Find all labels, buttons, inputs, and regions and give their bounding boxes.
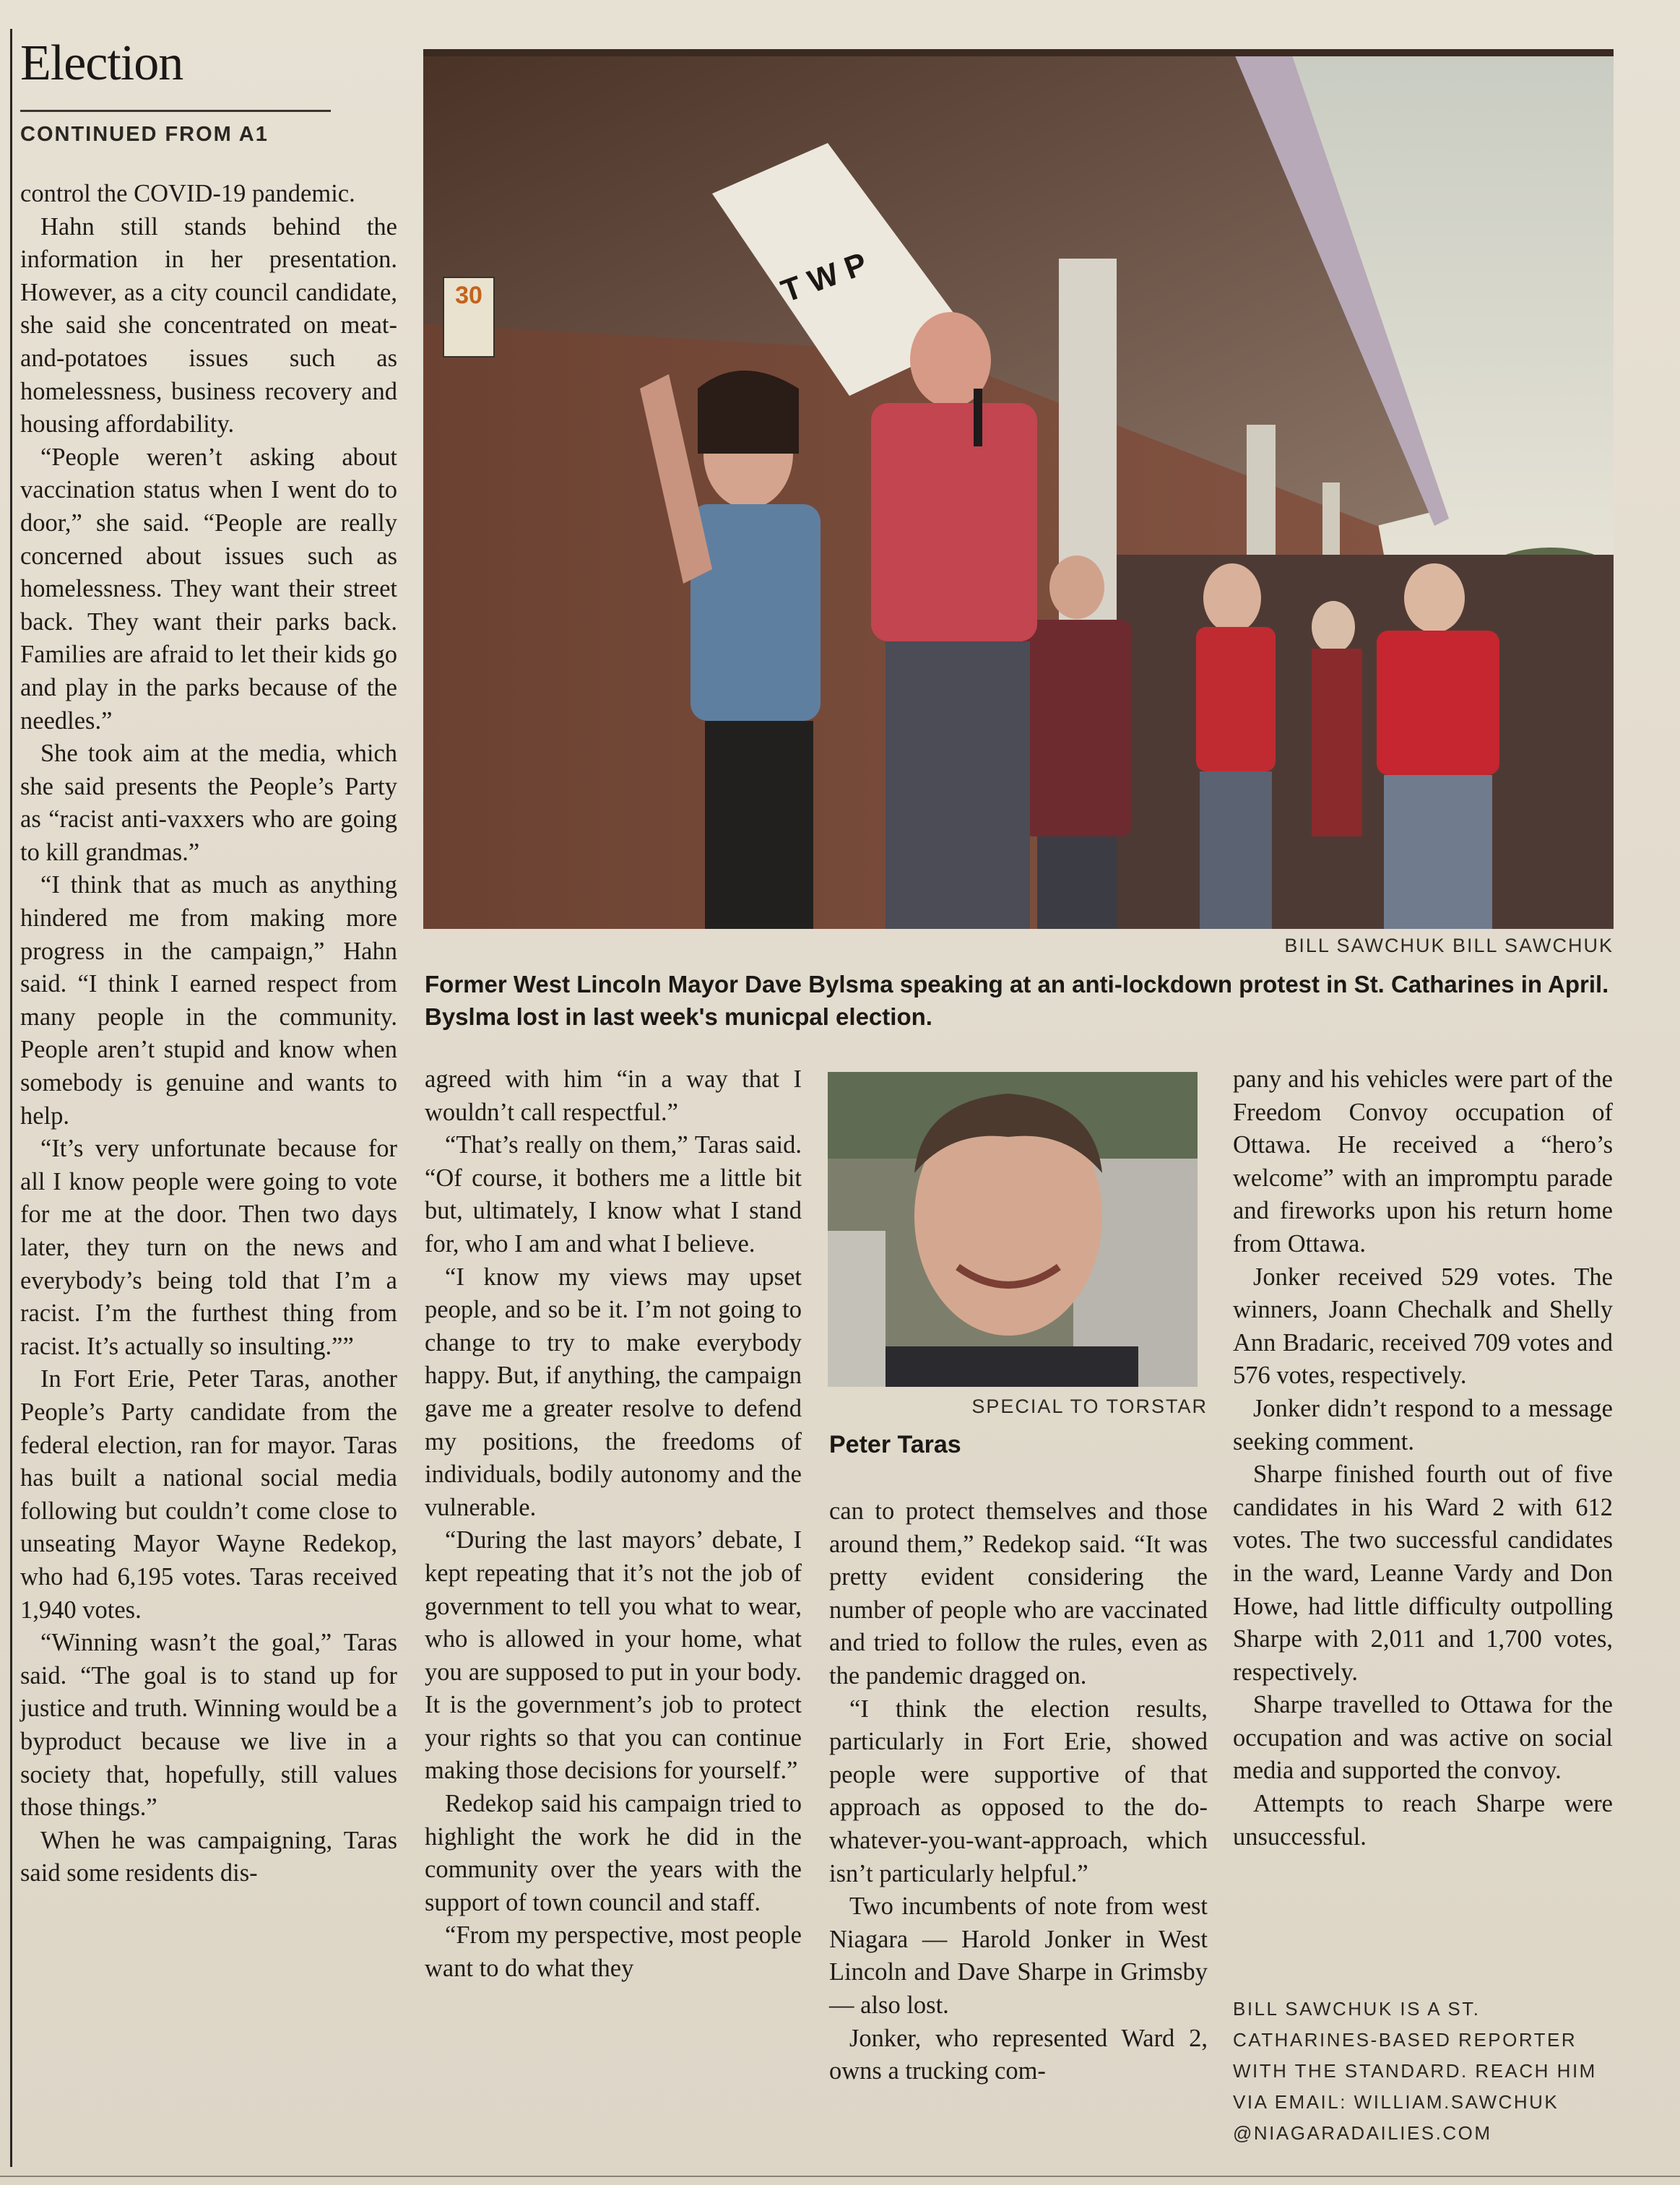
parking-sign-text: 30 [455,282,482,309]
paragraph: Redekop said his campaign tried to highlight the work he did in the community over the years with the support of town council and staff. [425,1790,802,1916]
paragraph: “During the last mayors’ debate, I kept repeating that it’s not the job of government to tell you what to wear, who is allowed in your home, what you are supposed to put in your body. It is the government’s job to protect your rights so that you can continue making those decisions for yourself.” [425,1526,802,1785]
paragraph: can to protect themselves and those around them,” Redekop said. “It was pretty evident considering the number of people who are vaccinated and tried to follow the rules, even as the pandemic dragged on. [829,1497,1208,1689]
continued-label: CONTINUED FROM A1 [20,123,269,146]
headline-divider [20,110,331,112]
article-column-3 [829,1495,1208,2088]
paragraph: “That’s really on them,” Taras said. “Of course, it bothers me a little bit but, ultimately, I know what I stand for, who I am and what I believe. [425,1131,802,1258]
page-bottom-rule [0,2176,1680,2177]
paragraph: pany and his vehicles were part of the Freedom Convoy occupation of Ottawa. He received a “hero’s welcome” with an impromptu parade and fireworks upon his return home from Ottawa. [1233,1065,1613,1258]
protest-sign-text: T W P [776,246,872,310]
paragraph: “I know my views may upset people, and so be it. I’m not going to change to try to make everybody happy. But, if anything, the campaign gave me a greater resolve to defend my positions, the freedoms of individuals, bodily autonomy and the vulnerable. [425,1263,802,1521]
portrait-photo [828,1072,1198,1387]
paragraph: In Fort Erie, Peter Taras, another People’s Party candidate from the federal election, ran for mayor. Taras has built a national social media following but couldn’t come close to unseating Mayor Wayne Redekop, who had 6,195 votes. Taras received 1,940 votes. [20,1365,397,1624]
paragraph: “People weren’t asking about vaccination status when I went do to door,” she said. “People are really concerned about issues such as homelessness. They want their street back. They want their parks back. Families are afraid to let their kids go and play in the parks because of the needles.” [20,443,397,735]
paragraph: “Winning wasn’t the goal,” Taras said. “The goal is to stand up for justice and truth. Winning would be a byproduct because we live in a society that, hopefully, still values those things.” [20,1629,397,1822]
paragraph: “It’s very unfortunate because for all I know people were going to vote for me at the door. Then two days later, they turn on the news and everybody’s being told that I’m a racist. I’m the furthest thing from racist. It’s actually so insulting.”” [20,1135,397,1360]
paragraph: Two incumbents of note from west Niagara — Harold Jonker in West Lincoln and Dave Sharpe in Grimsby — also lost. [829,1892,1208,2019]
paragraph: Jonker received 529 votes. The winners, Joann Chechalk and Shelly Ann Bradaric, received 709 votes and 576 votes, respectively. [1233,1263,1613,1390]
article-column-4 [1233,1063,1613,1853]
paragraph: She took aim at the media, which she said presents the People’s Party as “racist anti-vaxxers who are going to kill grandmas.” [20,740,397,866]
protest-photo [423,49,1614,929]
article-column-2 [425,1063,802,1986]
photo-credit: BILL SAWCHUK BILL SAWCHUK [1284,935,1614,956]
paragraph: Sharpe travelled to Ottawa for the occupation and was active on social media and supported the convoy. [1233,1691,1613,1785]
photo-caption: Former West Lincoln Mayor Dave Bylsma speaking at an anti-lockdown protest in St. Catharines in April. Byslma lost in last week's municpal election. [425,971,1609,1030]
paragraph: “I think the election results, particularly in Fort Erie, showed people were supportive of that approach as opposed to the do-whatever-you-want-approach, which isn’t particularly helpful.” [829,1695,1208,1887]
paragraph: agreed with him “in a way that I wouldn’t call respectful.” [425,1065,802,1126]
author-bio: BILL SAWCHUK IS A ST. CATHARINES-BASED REPORTER WITH THE STANDARD. REACH HIM VIA EMAIL: WILLIAM.SAWCHUK @NIAGARADAILIES.COM [1233,1998,1597,2144]
section-headline: Election [20,35,183,91]
page-edge-rule [10,29,12,2167]
paragraph: Attempts to reach Sharpe were unsuccessful. [1233,1790,1613,1851]
paragraph: Jonker didn’t respond to a message seeking comment. [1233,1394,1613,1455]
paragraph: “I think that as much as anything hindered me from making more progress in the campaign,” Hahn said. “I think I earned respect from many people in the community. People aren’t stupid and know when somebody is genuine and wants to help. [20,871,397,1130]
portrait-name: Peter Taras [829,1431,961,1458]
article-column-1 [20,178,397,1890]
portrait-credit: SPECIAL TO TORSTAR [971,1396,1208,1417]
paragraph: “From my perspective, most people want to do what they [425,1921,802,1983]
paragraph: Jonker, who represented Ward 2, owns a trucking com- [829,2024,1208,2085]
paragraph: control the COVID-19 pandemic. [20,180,355,207]
paragraph: Hahn still stands behind the information in her presentation. However, as a city council candidate, she said she concentrated on meat-and-potatoes issues such as homelessness, business recovery and housing affordability. [20,212,397,438]
paragraph: Sharpe finished fourth out of five candidates in his Ward 2 with 612 votes. The two successful candidates in the ward, Leanne Vardy and Don Howe, had little difficulty outpolling Sharpe with 2,011 and 1,700 votes, respectively. [1233,1461,1613,1686]
paragraph: When he was campaigning, Taras said some residents dis- [20,1826,397,1887]
